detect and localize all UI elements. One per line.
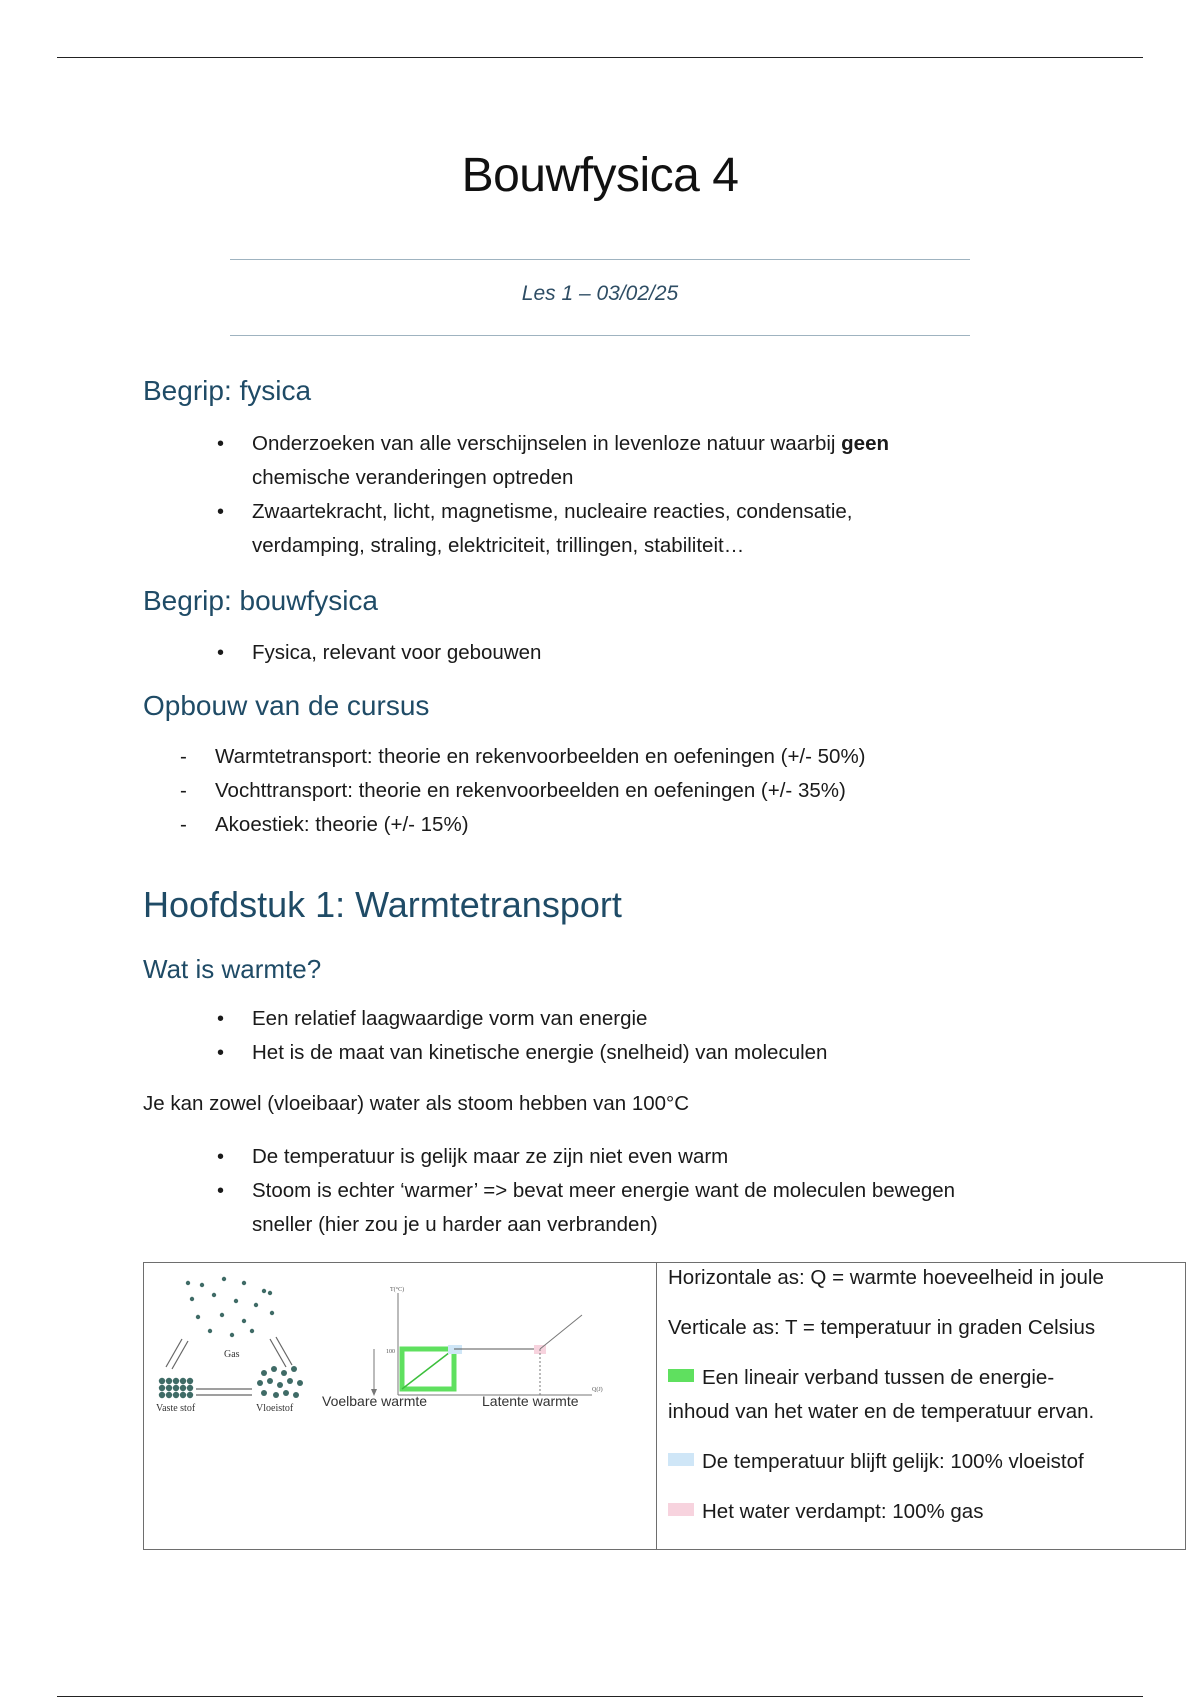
fysica-list xyxy=(252,427,1112,563)
heading-wat-is-warmte: Wat is warmte? xyxy=(143,954,322,984)
figure-table xyxy=(143,1262,1186,1550)
mark-100-label: 100 xyxy=(386,1349,395,1355)
heading-begrip-bouwfysica: Begrip: bouwfysica xyxy=(143,585,379,616)
list-item: • Fysica, relevant voor gebouwen xyxy=(252,636,1112,670)
x-axis-label: Q(J) xyxy=(592,1387,603,1393)
state-label-gas: Gas xyxy=(224,1349,240,1360)
list-item: - Akoestiek: theorie (+/- 15%) xyxy=(215,808,866,842)
pink-swatch xyxy=(668,1503,694,1516)
chapter-heading: Hoofdstuk 1: Warmtetransport xyxy=(143,884,622,925)
cursus-list xyxy=(215,740,866,842)
paragraph-water-stoom: Je kan zowel (vloeibaar) water als stoom hebben van 100°C xyxy=(143,1092,690,1115)
bottom-rule xyxy=(57,1696,1143,1697)
warmte-list xyxy=(252,1002,1112,1070)
vapor-line xyxy=(540,1315,582,1349)
label-latente-warmte: Latente warmte xyxy=(482,1393,579,1409)
list-item: • Stoom is echter ‘warmer’ => bevat meer energie want de moleculen bewegen sneller (hier zou je u harder aan verbranden) xyxy=(252,1174,1112,1242)
blue-swatch xyxy=(668,1453,694,1466)
heading-begrip-fysica: Begrip: fysica xyxy=(143,375,312,406)
text-green-legend: Een lineair verband tussen de energie- inhoud van het water en de temperatuur ervan. xyxy=(668,1366,1095,1423)
list-item: • Onderzoeken van alle verschijnselen in levenloze natuur waarbij geen chemische veranderingen optreden xyxy=(252,427,1112,495)
green-swatch xyxy=(668,1369,694,1382)
bouwfysica-list xyxy=(252,636,1112,670)
subtitle-rule-bottom xyxy=(230,335,970,336)
list-item: - Warmtetransport: theorie en rekenvoorbeelden en oefeningen (+/- 50%) xyxy=(215,740,866,774)
liquid-molecules-icon xyxy=(257,1366,303,1398)
list-item: - Vochttransport: theorie en rekenvoorbeelden en oefeningen (+/- 35%) xyxy=(215,774,866,808)
y-axis-label: T(°C) xyxy=(390,1287,405,1293)
text-horizontal-axis: Horizontale as: Q = warmte hoeveelheid in joule xyxy=(668,1266,1104,1289)
top-rule xyxy=(57,57,1143,58)
heading-opbouw-cursus: Opbouw van de cursus xyxy=(143,690,430,721)
list-item: • Zwaartekracht, licht, magnetisme, nucleaire reacties, condensatie, verdamping, straling, elektriciteit, trillingen, stabiliteit… xyxy=(252,495,1112,563)
solid-lattice-icon xyxy=(159,1378,193,1398)
heating-curve-graph xyxy=(371,1286,603,1396)
list-item: • Een relatief laagwaardige vorm van energie xyxy=(252,1002,1112,1036)
document-title: Bouwfysica 4 xyxy=(461,149,739,202)
lesson-subtitle: Les 1 – 03/02/25 xyxy=(521,282,679,305)
gas-molecules-icon xyxy=(186,1277,274,1337)
subtitle-rule-top xyxy=(230,259,970,260)
state-label-liquid: Vloeistof xyxy=(256,1403,294,1414)
state-label-solid: Vaste stof xyxy=(156,1403,196,1414)
stoom-list xyxy=(252,1140,1112,1242)
list-item: • Het is de maat van kinetische energie (snelheid) van moleculen xyxy=(252,1036,1112,1070)
label-voelbare-warmte: Voelbare warmte xyxy=(322,1393,428,1409)
text-blue-legend: De temperatuur blijft gelijk: 100% vloeistof xyxy=(668,1445,1183,1479)
list-item: • De temperatuur is gelijk maar ze zijn niet even warm xyxy=(252,1140,1112,1174)
table-divider xyxy=(656,1263,657,1549)
sensible-heat-line xyxy=(402,1349,454,1389)
text-vertical-axis: Verticale as: T = temperatuur in graden Celsius xyxy=(668,1316,1096,1339)
text-pink-legend: Het water verdampt: 100% gas xyxy=(668,1495,1183,1529)
